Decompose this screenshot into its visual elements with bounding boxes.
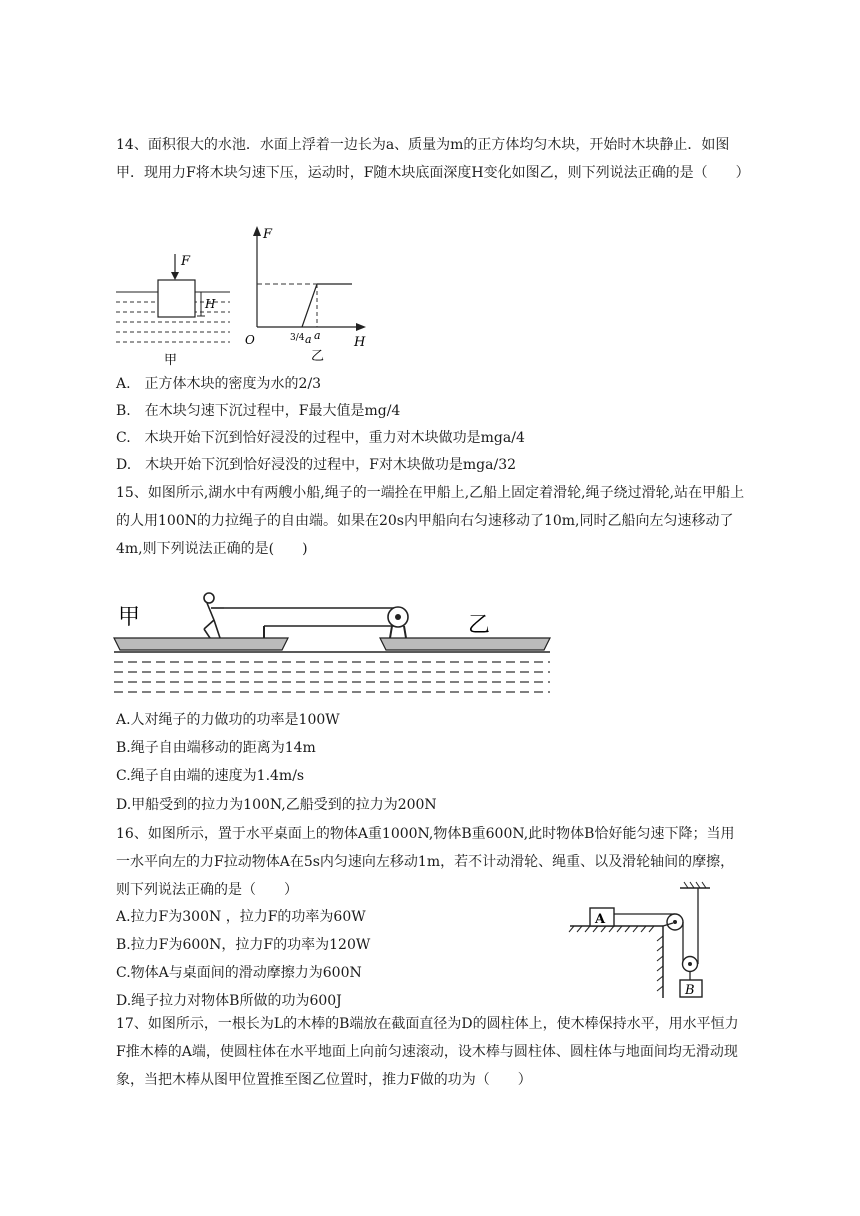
x-axis-arrowhead (356, 323, 366, 331)
question-16-figure (568, 880, 718, 1000)
force-label: F (181, 254, 191, 269)
fixed-pulley-axle (673, 920, 677, 924)
depth-label: H (205, 297, 216, 311)
question-14-option-b: B. 在木块匀速下沉过程中，F最大值是mg/4 (116, 403, 401, 419)
movable-pulley-axle (688, 962, 692, 966)
question-16-option-c: C.物体A与桌面间的滑动摩擦力为600N (116, 965, 362, 981)
question-14-option-a: A. 正方体木块的密度为水的2/3 (116, 376, 322, 392)
origin-label: O (245, 333, 255, 347)
two-boats-diagram (112, 586, 554, 696)
float-block-diagrams (112, 222, 372, 367)
question-14-option-d: D. 木块开始下沉到恰好浸没的过程中，F对木块做功是mga/32 (116, 457, 517, 473)
table-pulley-diagram (568, 880, 718, 1000)
question-14-stem: 14、面积很大的水池．水面上浮着一边长为a、质量为m的正方体均匀木块，开始时木块静止．如图甲．现用力F将木块匀速下压，运动时，F随木块底面深度H变化如图乙，则下列说法正确的是（ ） (116, 137, 750, 181)
question-15-option-d: D.甲船受到的拉力为100N,乙船受到的拉力为200N (116, 797, 437, 813)
pulley-mount (404, 626, 406, 638)
person-pulling-rope (204, 593, 224, 638)
question-16-option-a: A.拉力F为300N ，拉力F的功率为60W (116, 909, 366, 925)
question-16-stem: 16、如图所示，置于水平桌面上的物体A重1000N,物体B重600N,此时物体B恰好能匀速下降；当用一水平向左的力F拉动物体A在5s内匀速向左移动1m，若不计动滑轮、绳重、以及滑轮轴间的摩擦，则下列说法正确的是（ ） (116, 826, 735, 898)
question-15-option-b: B.绳子自由端移动的距离为14m (116, 740, 316, 756)
figure-caption-yi: 乙 (311, 349, 325, 364)
force-ramp (302, 284, 317, 327)
question-14-option-c: C. 木块开始下沉到恰好浸没的过程中，重力对木块做功是mga/4 (116, 430, 525, 446)
y-axis-label: F (263, 227, 273, 242)
force-arrowhead (171, 272, 179, 280)
question-14-figure (112, 222, 372, 367)
y-axis-arrowhead (253, 226, 261, 236)
question-15-option-c: C.绳子自由端的速度为1.4m/s (116, 768, 305, 784)
question-15-figure (112, 586, 554, 696)
tick-a-small: a (305, 333, 312, 346)
figure-caption-jia: 甲 (164, 353, 178, 367)
question-16-option-d: D.绳子拉力对物体B所做的功为600J (116, 993, 342, 1009)
boat-yi-label: 乙 (468, 613, 491, 638)
wall-hatch (657, 936, 663, 991)
x-axis-label: H (354, 335, 366, 350)
wooden-block (158, 280, 195, 317)
boat-jia-label: 甲 (118, 605, 141, 630)
ceiling-hatch (684, 882, 706, 888)
tick-a: a (314, 329, 321, 342)
question-16-option-b: B.拉力F为600N，拉力F的功率为120W (116, 937, 371, 953)
block-b-label: B (685, 983, 695, 998)
tick-three-quarters: 3/4 (290, 333, 305, 343)
question-17-stem: 17、如图所示，一根长为L的木棒的B端放在截面直径为D的圆柱体上，使木棒保持水平，用水平恒力F推木棒的A端，使圆柱体在水平地面上向前匀速滚动，设木棒与圆柱体、圆柱体与地面间均无滑动现象，当把木棒从图甲位置推至图乙位置时，推力F做的功为（ ） (116, 1016, 739, 1088)
question-15-option-a: A.人对绳子的力做功的功率是100W (116, 712, 340, 728)
question-15-stem: 15、如图所示,湖水中有两艘小船,绳子的一端拴在甲船上,乙船上固定着滑轮,绳子绕过滑轮,站在甲船上的人用100N的力拉绳子的自由端。如果在20s内甲船向右匀速移动了10m,同时乙船向左匀速移动了4m,则下列说法正确的是( ) (116, 485, 745, 557)
boat-yi (380, 638, 550, 650)
boat-jia (114, 638, 288, 650)
pulley-mount (390, 626, 392, 638)
block-a-label: A (595, 912, 606, 927)
figure-jia (116, 254, 230, 367)
table-hatch (569, 926, 654, 932)
figure-yi-graph (245, 226, 366, 364)
pulley-axle (395, 614, 401, 620)
